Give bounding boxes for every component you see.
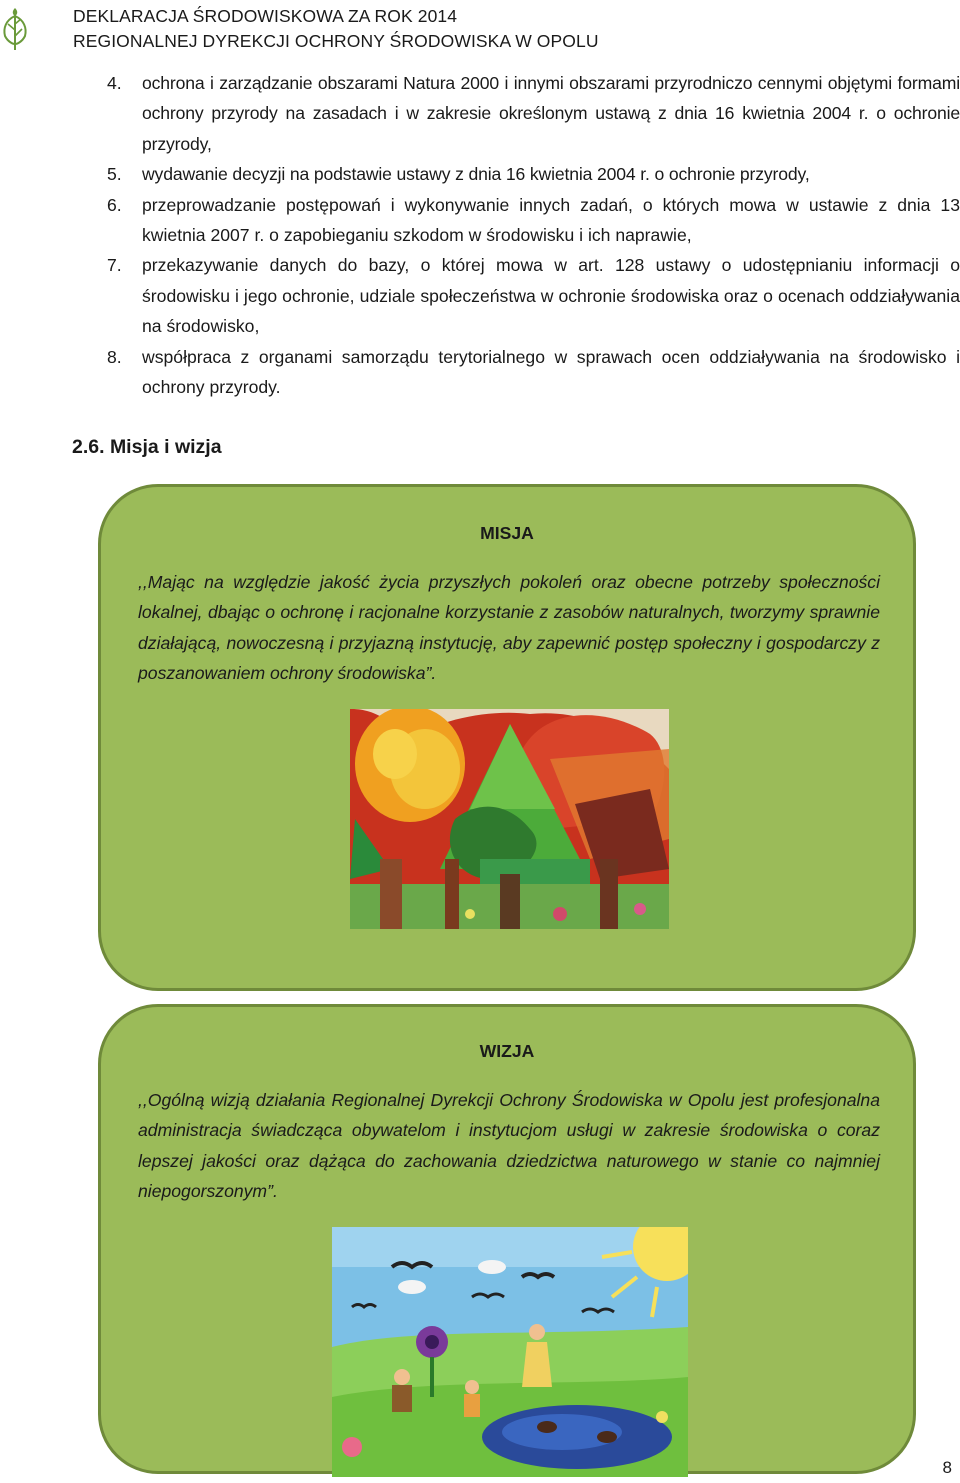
list-item (107, 159, 960, 189)
mission-text: ,,Mając na względzie jakość życia przyszłych pokoleń oraz obecne potrzeby społeczności lokalnej, dbając o ochronę i racjonalne korzystanie z zasobów naturalnych, tworzymy sprawnie działającą, nowoczesną i przyjazną instytucję, aby zapewnić postęp społeczny i gospodarczy z poszanowaniem ochrony środowiska”. (138, 572, 880, 684)
list-item (107, 342, 960, 403)
vision-panel (98, 1004, 916, 1474)
mission-panel (98, 484, 916, 991)
list-item (107, 250, 960, 341)
list-item-text: przekazywanie danych do bazy, o której mowa w art. 128 ustawy o udostępnianiu informacji o środowisku i jego ochronie, udziale społeczeństwa w ochronie środowiska oraz o ocenach oddziaływania na środowisko, (142, 255, 960, 337)
header-title-line1: DEKLARACJA ŚRODOWISKOWA ZA ROK 2014 (73, 6, 458, 26)
page-header (0, 0, 960, 58)
section-title: 2.6. Misja i wizja (72, 436, 222, 458)
nature-painting (332, 1227, 688, 1477)
list-item-number: 6. (107, 194, 122, 215)
leaf-icon (2, 4, 28, 52)
list-item (107, 68, 960, 159)
list-item-text: współpraca z organami samorządu terytorialnego w sprawach ocen oddziaływania na środowisko i ochrony przyrody. (142, 346, 960, 398)
list-item-text: ochrona i zarządzanie obszarami Natura 2000 i innymi obszarami przyrodniczo cennymi objętymi formami ochrony przyrody na zasadach i w zakresie określonym ustawą z dnia 16 kwietnia 2004 r. o ochronie przyrody, (142, 73, 960, 154)
mission-title: MISJA (480, 523, 534, 543)
list-item-number: 7. (107, 255, 122, 276)
header-title-line2: REGIONALNEJ DYREKCJI OCHRONY ŚRODOWISKA W OPOLU (73, 31, 599, 51)
list-item-number: 8. (107, 346, 122, 367)
vision-title: WIZJA (479, 1041, 535, 1061)
duties-list (107, 68, 960, 402)
vision-text: ,,Ogólną wizją działania Regionalnej Dyrekcji Ochrony Środowiska w Opolu jest profesjonalna administracja świadcząca obywatelom i instytucjom usługi w zakresie środowiska o coraz lepszej jakości oraz dążąca do zachowania dziedzictwa naturowego w stanie co najmniej niepogorszonym”. (138, 1090, 880, 1202)
list-item-number: 4. (107, 73, 122, 93)
list-item (107, 190, 960, 251)
list-item-text: przeprowadzanie postępowań i wykonywanie innych zadań, o których mowa w ustawie z dnia 13 kwietnia 2007 r. o zapobieganiu szkodom w środowisku i ich naprawie, (142, 194, 960, 246)
page-number: 8 (942, 1458, 952, 1477)
list-item-number: 5. (107, 164, 122, 185)
forest-painting (350, 709, 669, 929)
list-item-text: wydawanie decyzji na podstawie ustawy z dnia 16 kwietnia 2004 r. o ochronie przyrody, (142, 164, 810, 185)
